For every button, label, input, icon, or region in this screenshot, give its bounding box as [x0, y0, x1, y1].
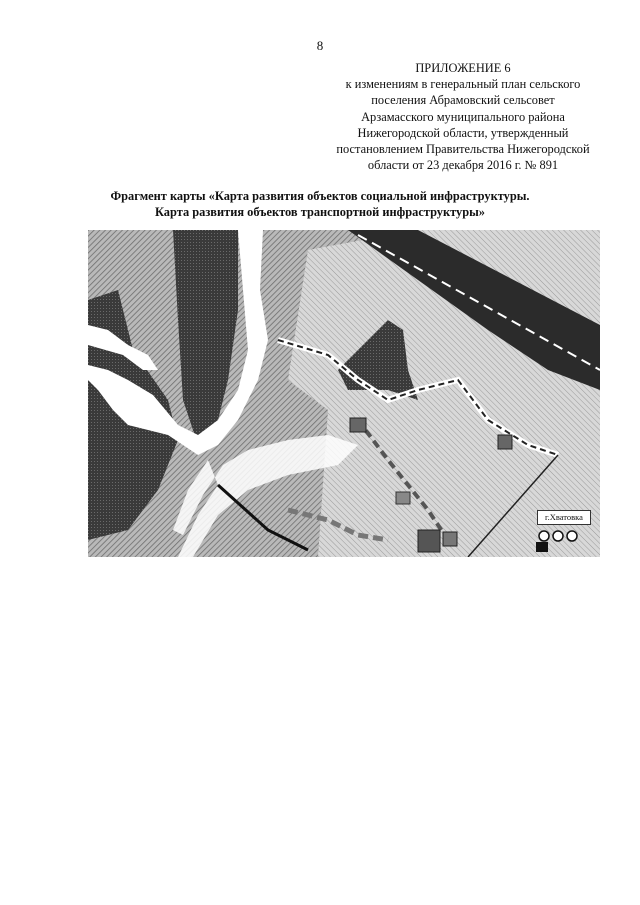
map-caption-line-1: Фрагмент карты «Карта развития объектов социальной инфраструктуры. — [110, 189, 530, 203]
map-object-square — [418, 530, 440, 552]
map-object-square — [350, 418, 366, 432]
appendix-line: к изменениям в генеральный план сельского — [345, 77, 581, 92]
map-place-label: г.Хватовка — [537, 510, 591, 525]
map-object-square — [443, 532, 457, 546]
appendix-line: Нижегородской области, утвержденный — [357, 125, 569, 140]
appendix-line: области от 23 декабря 2016 г. № 891 — [367, 158, 559, 173]
map-symbol-block — [536, 542, 548, 552]
map-fragment — [88, 230, 600, 557]
appendix-line: постановлением Правительства Нижегородской — [336, 142, 590, 157]
page-number: 8 — [316, 38, 324, 53]
map-image — [88, 230, 600, 557]
map-symbol-circle — [567, 531, 577, 541]
map-symbol-circle — [539, 531, 549, 541]
map-symbol-circle — [553, 531, 563, 541]
map-object-square — [396, 492, 410, 504]
appendix-line: поселения Абрамовский сельсовет — [371, 93, 555, 108]
appendix-title: ПРИЛОЖЕНИЕ 6 — [415, 61, 511, 75]
appendix-line: Арзамасского муниципального района — [361, 109, 565, 124]
map-caption-line-2: Карта развития объектов транспортной инфраструктуры» — [154, 205, 486, 219]
appendix-block — [318, 60, 608, 173]
map-caption — [60, 188, 580, 220]
map-object-square — [498, 435, 512, 449]
